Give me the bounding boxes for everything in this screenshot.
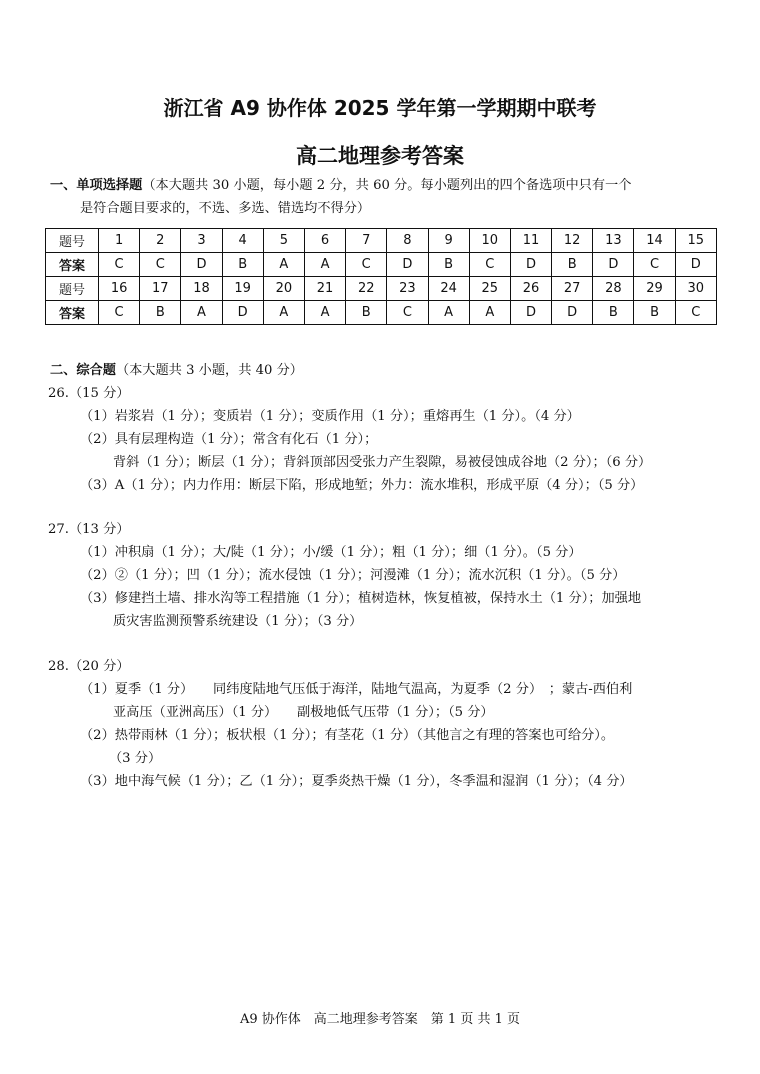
answer-cell: A — [428, 301, 469, 325]
q27-answer-2: （2）②（1 分）；凹（1 分）；流水侵蚀（1 分）；河漫滩（1 分）；流水沉积（1 分）。（5 分） — [80, 568, 626, 583]
answer-row-2 — [46, 301, 717, 325]
section1-desc-line1: （本大题共 30 小题，每小题 2 分，共 60 分。每小题列出的四个备选项中只有一个 — [142, 178, 632, 193]
question-number-row-2 — [46, 277, 717, 301]
question-number: 14 — [634, 229, 675, 253]
question-number: 23 — [387, 277, 428, 301]
question-number: 22 — [346, 277, 387, 301]
q26-answer-3: （3）A（1 分）；内力作用：断层下陷，形成地堑；外力：流水堆积，形成平原（4 分）；（5 分） — [80, 478, 644, 493]
section1-intro — [50, 178, 631, 194]
q26-answer-2: （2）具有层理构造（1 分）；常含有化石（1 分）； — [80, 432, 378, 447]
question-number-row-1 — [46, 229, 717, 253]
question-number: 7 — [346, 229, 387, 253]
answer-cell: C — [387, 301, 428, 325]
question-number: 5 — [263, 229, 304, 253]
exam-title: 浙江省 A9 协作体 2025 学年第一学期期中联考 — [163, 96, 597, 120]
question-number: 25 — [469, 277, 510, 301]
question-number: 28 — [593, 277, 634, 301]
q26-heading: 26.（15 分） — [48, 386, 130, 401]
q26-answer-1: （1）岩浆岩（1 分）；变质岩（1 分）；变质作用（1 分）；重熔再生（1 分）。（4 分） — [80, 409, 580, 424]
answer-cell: D — [222, 301, 263, 325]
answer-cell: A — [263, 301, 304, 325]
answer-cell: C — [140, 253, 181, 277]
section1-desc-line2: 是符合题目要求的，不选、多选、错选均不得分） — [80, 201, 371, 216]
answer-cell: B — [140, 301, 181, 325]
question-number: 13 — [593, 229, 634, 253]
answer-cell: B — [222, 253, 263, 277]
question-number: 8 — [387, 229, 428, 253]
question-number: 4 — [222, 229, 263, 253]
answer-cell: A — [263, 253, 304, 277]
question-number: 11 — [510, 229, 551, 253]
section2-intro — [50, 363, 303, 379]
answer-cell: D — [593, 253, 634, 277]
question-number: 15 — [675, 229, 716, 253]
question-number: 12 — [552, 229, 593, 253]
q28-heading: 28.（20 分） — [48, 659, 130, 674]
page-footer: A9 协作体 高二地理参考答案 第 1 页 共 1 页 — [240, 1012, 520, 1027]
answer-cell: C — [675, 301, 716, 325]
question-number: 6 — [304, 229, 345, 253]
question-number: 21 — [304, 277, 345, 301]
answer-cell: D — [675, 253, 716, 277]
answer-cell: C — [634, 253, 675, 277]
question-number: 16 — [99, 277, 140, 301]
answer-cell: C — [346, 253, 387, 277]
q28-answer-2-cont: （3 分） — [109, 751, 162, 766]
q27-heading: 27.（13 分） — [48, 522, 130, 537]
question-number: 20 — [263, 277, 304, 301]
q27-answer-1: （1）冲积扇（1 分）；大/陡（1 分）；小/缓（1 分）；粗（1 分）；细（1 分）。（5 分） — [80, 545, 582, 560]
question-number: 2 — [140, 229, 181, 253]
q27-answer-3-cont: 质灾害监测预警系统建设（1 分）；（3 分） — [113, 614, 363, 629]
question-number: 24 — [428, 277, 469, 301]
q28-answer-1: （1）夏季（1 分） 同纬度陆地气压低于海洋，陆地气温高，为夏季（2 分） ；蒙古-西伯利 — [80, 682, 633, 697]
question-number-label: 题号 — [46, 277, 99, 301]
answer-table — [45, 228, 717, 325]
answer-cell: D — [510, 301, 551, 325]
answer-cell: B — [346, 301, 387, 325]
q28-answer-3: （3）地中海气候（1 分）；乙（1 分）；夏季炎热干燥（1 分），冬季温和湿润（1 分）；（4 分） — [80, 774, 633, 789]
q28-answer-1-cont: 亚高压（亚洲高压）（1 分） 副极地低气压带（1 分）；（5 分） — [113, 705, 494, 720]
answer-cell: D — [181, 253, 222, 277]
question-number: 26 — [510, 277, 551, 301]
q26-answer-2-cont: 背斜（1 分）；断层（1 分）；背斜顶部因受张力产生裂隙，易被侵蚀成谷地（2 分）；（6 分） — [113, 455, 652, 470]
question-number: 29 — [634, 277, 675, 301]
question-number: 3 — [181, 229, 222, 253]
answer-cell: B — [593, 301, 634, 325]
answer-cell: C — [469, 253, 510, 277]
answer-cell: C — [99, 253, 140, 277]
answer-cell: A — [181, 301, 222, 325]
question-number: 19 — [222, 277, 263, 301]
answer-cell: B — [552, 253, 593, 277]
answer-cell: B — [428, 253, 469, 277]
question-number: 10 — [469, 229, 510, 253]
section1-heading: 一、单项选择题 — [50, 178, 143, 193]
q28-answer-2: （2）热带雨林（1 分）；板状根（1 分）；有茎花（1 分）（其他言之有理的答案也可给分）。 — [80, 728, 615, 743]
question-number: 1 — [99, 229, 140, 253]
question-number: 17 — [140, 277, 181, 301]
question-number: 30 — [675, 277, 716, 301]
question-number: 27 — [552, 277, 593, 301]
answer-cell: A — [304, 301, 345, 325]
answer-label: 答案 — [46, 301, 99, 325]
answer-label: 答案 — [46, 253, 99, 277]
answer-cell: A — [469, 301, 510, 325]
answer-cell: A — [304, 253, 345, 277]
answer-cell: D — [552, 301, 593, 325]
section2-heading: 二、综合题 — [50, 363, 116, 378]
question-number-label: 题号 — [46, 229, 99, 253]
answer-key-title: 高二地理参考答案 — [296, 144, 464, 168]
question-number: 18 — [181, 277, 222, 301]
answer-cell: D — [510, 253, 551, 277]
answer-cell: C — [99, 301, 140, 325]
answer-cell: D — [387, 253, 428, 277]
answer-cell: B — [634, 301, 675, 325]
section2-desc: （本大题共 3 小题，共 40 分） — [115, 363, 303, 378]
q27-answer-3: （3）修建挡土墙、排水沟等工程措施（1 分）；植树造林，恢复植被，保持水土（1 分）；加强地 — [80, 591, 642, 606]
answer-row-1 — [46, 253, 717, 277]
question-number: 9 — [428, 229, 469, 253]
